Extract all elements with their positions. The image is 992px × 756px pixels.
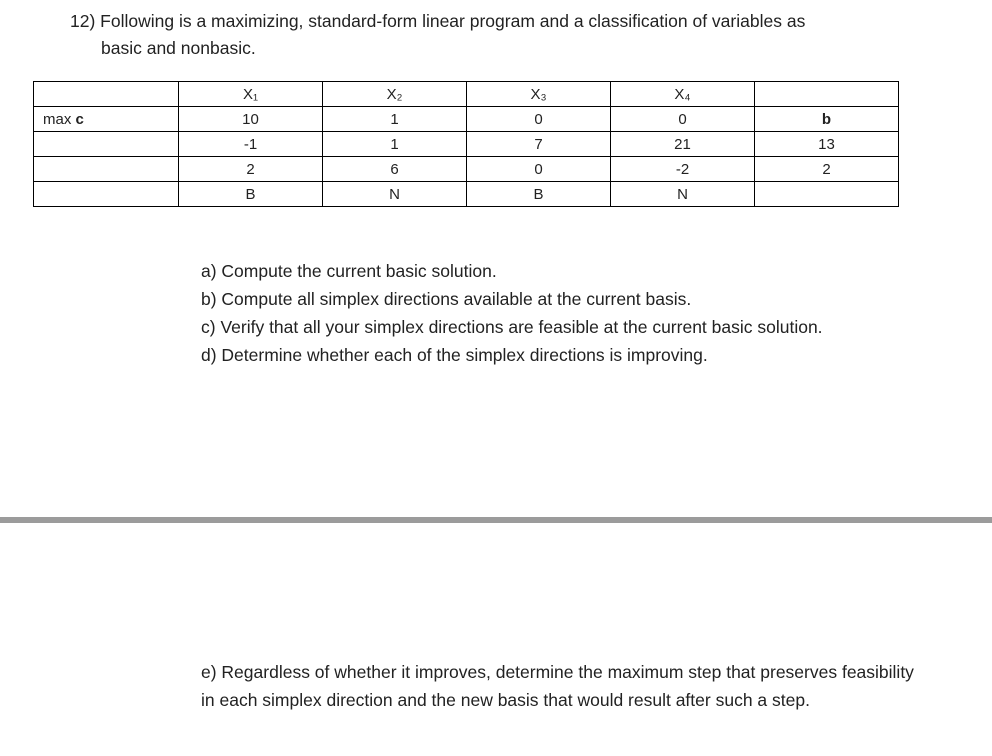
problem-statement-line1: 12) Following is a maximizing, standard-form linear program and a classification of variables as [70, 11, 806, 31]
table-cell: 21 [611, 132, 755, 157]
row-label-max-c [34, 107, 179, 132]
table-cell: 2 [179, 157, 323, 182]
header-empty-cell [34, 82, 179, 107]
part-e: e) Regardless of whether it improves, determine the maximum step that preserves feasibility in each simplex direction and the new basis that would result after such a step. [201, 662, 914, 710]
part-d: d) Determine whether each of the simplex directions is improving. [201, 345, 708, 365]
rhs-cell [755, 182, 899, 207]
row-label-text: max [43, 110, 76, 128]
row-label-empty [34, 132, 179, 157]
table-cell: 0 [611, 107, 755, 132]
table-row-objective [34, 107, 899, 132]
table-cell: 6 [323, 157, 467, 182]
header-x2: X₂ [323, 82, 467, 107]
row-label-empty [34, 157, 179, 182]
row-label-bold-c: c [75, 110, 84, 128]
part-c: c) Verify that all your simplex directions are feasible at the current basic solution. [201, 317, 823, 337]
b-column-header: b [755, 107, 899, 132]
problem-statement-line2: basic and nonbasic. [101, 38, 256, 58]
rhs-cell: 13 [755, 132, 899, 157]
table-cell: N [323, 182, 467, 207]
table-row-classification [34, 182, 899, 207]
header-x3: X₃ [467, 82, 611, 107]
table-cell: 1 [323, 132, 467, 157]
table-header-row [34, 82, 899, 107]
lp-table [33, 81, 899, 207]
problem-statement [70, 8, 910, 62]
rhs-cell: 2 [755, 157, 899, 182]
question-parts [201, 257, 823, 369]
header-x1: X₁ [179, 82, 323, 107]
table-cell: B [179, 182, 323, 207]
table-cell: N [611, 182, 755, 207]
table-cell: B [467, 182, 611, 207]
table-cell: 10 [179, 107, 323, 132]
table-cell: -2 [611, 157, 755, 182]
table-cell: 0 [467, 157, 611, 182]
table-row-constraint-2 [34, 157, 899, 182]
header-x4: X₄ [611, 82, 755, 107]
table-cell: -1 [179, 132, 323, 157]
part-b: b) Compute all simplex directions available at the current basis. [201, 289, 692, 309]
section-divider [0, 517, 992, 523]
table-cell: 0 [467, 107, 611, 132]
table-cell: 7 [467, 132, 611, 157]
part-a: a) Compute the current basic solution. [201, 261, 497, 281]
row-label-empty [34, 182, 179, 207]
table-cell: 1 [323, 107, 467, 132]
header-empty-cell [755, 82, 899, 107]
table-row-constraint-1 [34, 132, 899, 157]
